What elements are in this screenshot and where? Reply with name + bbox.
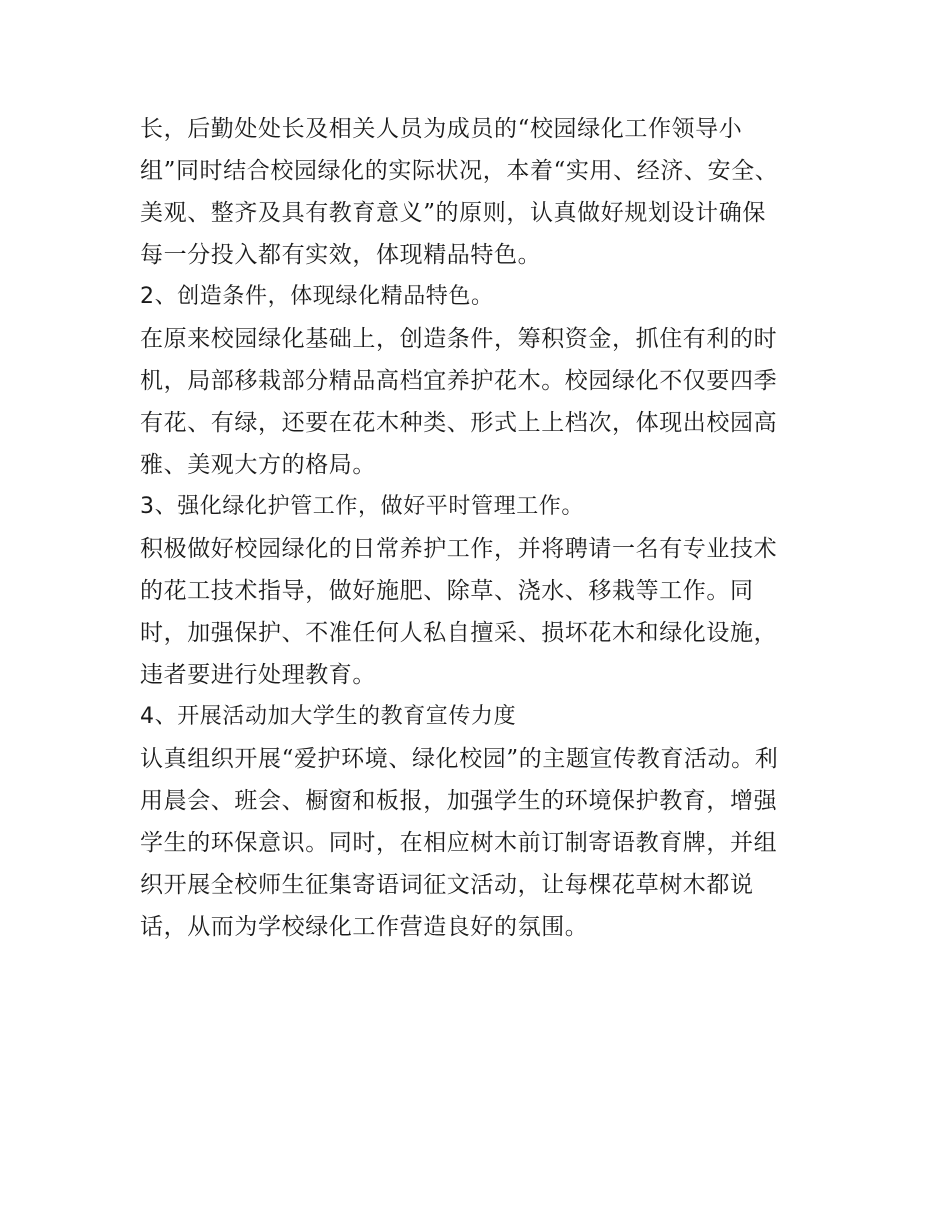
text-line: 长，后勤处处长及相关人员为成员的“校园绿化工作领导小 <box>140 116 743 142</box>
text-line: 违者要进行处理教育。 <box>140 662 376 688</box>
text-line: 在原来校园绿化基础上，创造条件，筹积资金，抓住有利的时 <box>140 326 778 352</box>
text-line: 认真组织开展“爱护环境、绿化校园”的主题宣传教育活动。利 <box>140 746 779 772</box>
section-heading-3: 3、强化绿化护管工作，做好平时管理工作。 <box>140 494 584 519</box>
text-line: 时，加强保护、不准任何人私自擅采、损坏花木和绿化设施， <box>140 620 778 646</box>
text-line: 每一分投入都有实效，体现精品特色。 <box>140 242 542 268</box>
text-line: 组”同时结合校园绿化的实际状况，本着“实用、经济、安全、 <box>140 158 779 184</box>
section-heading-2: 2、创造条件，体现绿化精品特色。 <box>140 284 494 309</box>
text-line: 织开展全校师生征集寄语词征文活动，让每棵花草树木都说 <box>140 872 754 898</box>
text-line: 用晨会、班会、橱窗和板报，加强学生的环境保护教育，增强 <box>140 788 778 814</box>
text-line: 学生的环保意识。同时，在相应树木前订制寄语教育牌，并组 <box>140 830 778 856</box>
text-line: 积极做好校园绿化的日常养护工作，并将聘请一名有专业技术 <box>140 536 778 562</box>
document-body <box>140 108 820 948</box>
section-heading-4: 4、开展活动加大学生的教育宣传力度 <box>140 704 517 729</box>
text-line: 机，局部移栽部分精品高档宜养护花木。校园绿化不仅要四季 <box>140 368 778 394</box>
text-line: 美观、整齐及具有教育意义”的原则，认真做好规划设计确保 <box>140 200 766 226</box>
text-line: 有花、有绿，还要在花木种类、形式上上档次，体现出校园高 <box>140 410 778 436</box>
text-line: 话，从而为学校绿化工作营造良好的氛围。 <box>140 914 589 940</box>
text-line: 雅、美观大方的格局。 <box>140 452 376 478</box>
text-line: 的花工技术指导，做好施肥、除草、浇水、移栽等工作。同 <box>140 578 754 604</box>
